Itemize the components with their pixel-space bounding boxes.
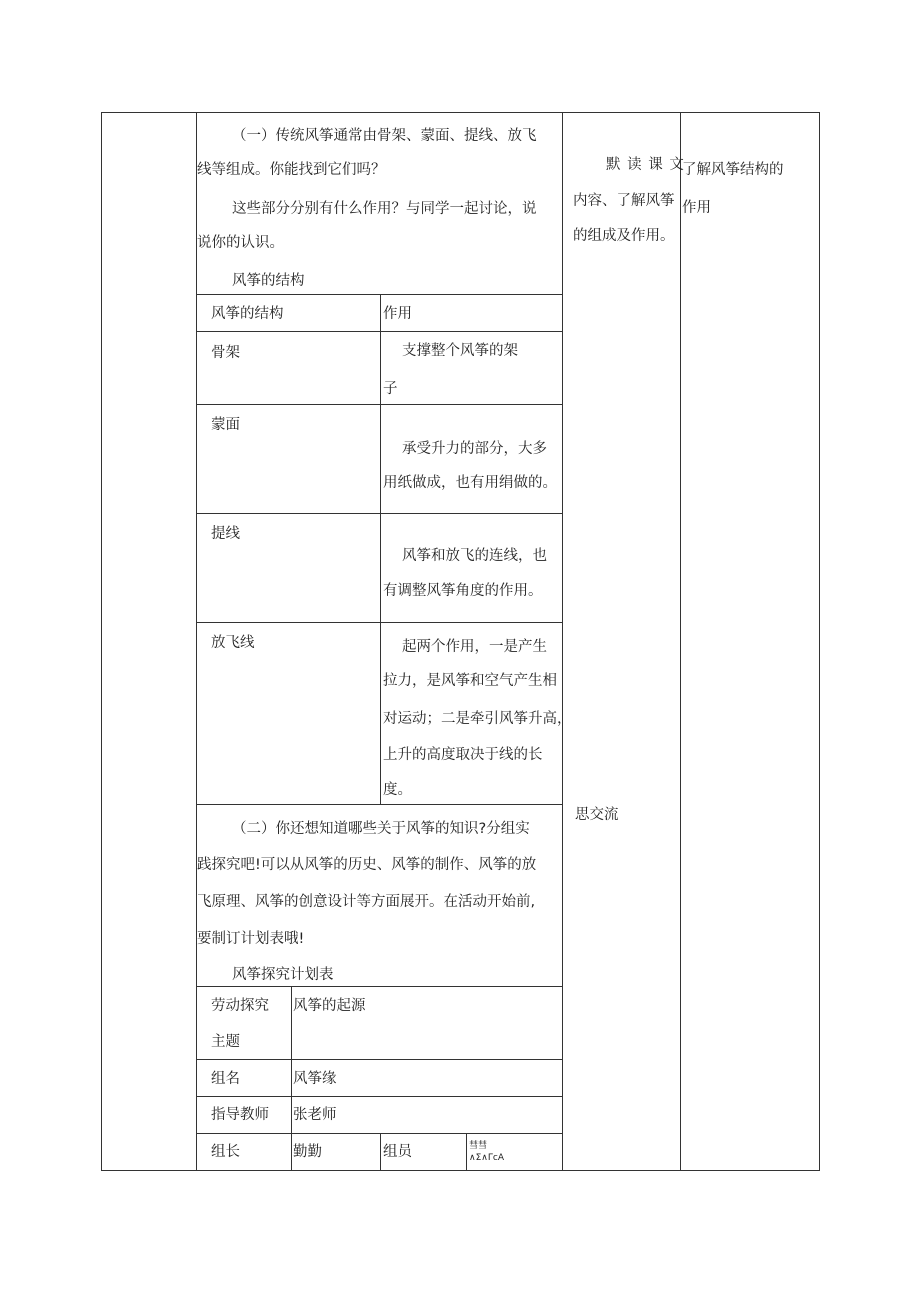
plan-group-value: 风筝缘 — [293, 1071, 337, 1087]
design-intent-line: 了解风筝结构的 — [682, 162, 784, 178]
plan-table-row-line-1 — [197, 1059, 562, 1060]
plan-teacher-value: 张老师 — [293, 1107, 337, 1123]
column-divider-3 — [680, 112, 681, 1171]
plan-group-label: 组名 — [211, 1071, 240, 1087]
section1-intro-line2: 线等组成。你能找到它们吗？ — [197, 162, 386, 178]
plan-leader-value: 勤勤 — [293, 1144, 322, 1160]
structure-row-part: 放飞线 — [211, 635, 255, 651]
section2-line: 要制订计划表哦! — [197, 931, 305, 947]
structure-row-part: 提线 — [211, 526, 240, 542]
plan-teacher-label: 指导教师 — [211, 1107, 269, 1123]
structure-table-bottom — [197, 804, 562, 805]
plan-members-value: ∧Σ∧ΓcA — [469, 1153, 504, 1163]
plan-members-value: 彗彗 — [469, 1141, 488, 1151]
plan-table-top — [197, 986, 562, 987]
plan-table-col-divider-2 — [380, 1133, 381, 1170]
section1-intro-line1: （一）传统风筝通常由骨架、蒙面、提线、放飞 — [232, 128, 537, 144]
plan-topic-label: 劳动探究 — [211, 998, 269, 1014]
plan-leader-label: 组长 — [211, 1144, 240, 1160]
structure-row-function-line: 上升的高度取决于线的长 — [383, 747, 543, 763]
structure-table-col-divider — [380, 294, 381, 804]
table-bottom-border — [101, 1170, 820, 1171]
section2-line: 飞原理、风筝的创意设计等方面展开。在活动开始前, — [197, 894, 536, 910]
section1-question-line2: 说你的认识。 — [197, 235, 284, 251]
table-right-border — [819, 112, 820, 1171]
table-left-border — [101, 112, 102, 1171]
structure-row-function-line: 承受升力的部分，大多 — [402, 441, 547, 457]
plan-table-title: 风筝探究计划表 — [232, 967, 334, 983]
student-activity-line: 的组成及作用。 — [573, 228, 675, 244]
student-activity-line: 内容、了解风筝 — [573, 193, 675, 209]
table-top-border — [101, 112, 820, 113]
column-divider-2 — [562, 112, 563, 1171]
plan-table-col-divider-3 — [466, 1133, 467, 1170]
plan-table-col-divider-1 — [291, 986, 292, 1170]
student-activity-line: 默 读 课 文 — [606, 157, 685, 173]
structure-row-part: 蒙面 — [211, 417, 240, 433]
structure-row-part: 骨架 — [211, 345, 240, 361]
structure-row-function-line: 支撑整个风筝的架 — [402, 343, 518, 359]
plan-topic-value: 风筝的起源 — [293, 998, 366, 1014]
column-divider-1 — [196, 112, 197, 1171]
structure-header-part: 风筝的结构 — [211, 306, 284, 322]
student-activity-discussion: 思交流 — [575, 807, 619, 823]
structure-row-function-line: 度。 — [383, 782, 412, 798]
structure-row-function-line: 有调整风筝角度的作用。 — [383, 583, 543, 599]
plan-members-label: 组员 — [383, 1144, 412, 1160]
structure-row-function-line: 子 — [383, 381, 398, 397]
structure-row-function-line: 用纸做成，也有用绢做的。 — [383, 475, 557, 491]
plan-table-row-line-2 — [197, 1096, 562, 1097]
structure-row-function-line: 起两个作用，一是产生 — [402, 639, 547, 655]
design-intent-line: 作用 — [682, 200, 711, 216]
structure-row-function-line: 对运动；二是牵引风筝升高， — [383, 711, 572, 727]
structure-row-function-line: 拉力，是风筝和空气产生相 — [383, 673, 557, 689]
section2-line: （二）你还想知道哪些关于风筝的知识?分组实 — [232, 821, 530, 837]
section1-question-line1: 这些部分分别有什么作用？与同学一起讨论，说 — [232, 201, 537, 217]
structure-row-function-line: 风筝和放飞的连线，也 — [402, 548, 547, 564]
structure-header-function: 作用 — [383, 306, 412, 322]
plan-topic-label: 主题 — [211, 1034, 240, 1050]
section2-line: 践探究吧!可以从风筝的历史、风筝的制作、风筝的放 — [197, 857, 537, 873]
structure-table-title: 风筝的结构 — [232, 273, 305, 289]
